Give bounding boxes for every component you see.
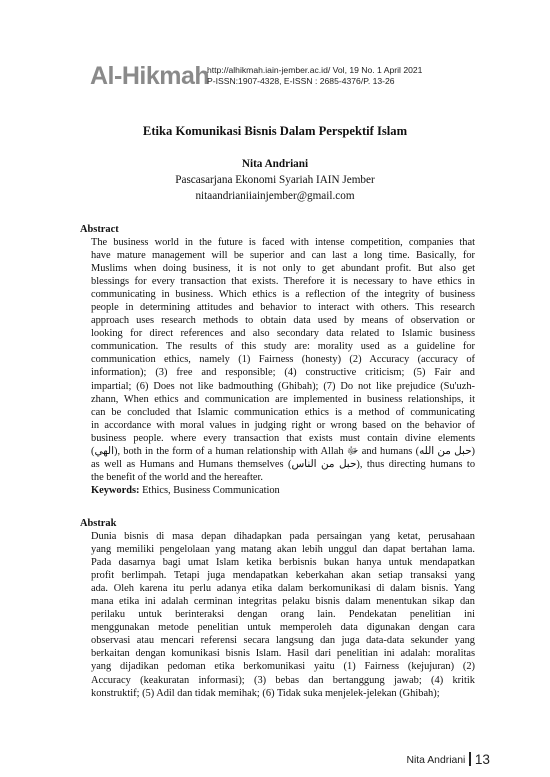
keywords-line	[80, 484, 475, 497]
journal-header	[90, 62, 470, 92]
abstract-body	[80, 236, 475, 484]
text-line: looking for direct references and also secondary data related to Islamic business	[91, 328, 475, 340]
text-line: (الهي), both in the form of a human relationship with Allah ﷻ and humans (حبل من الله)	[91, 445, 475, 457]
author-block	[0, 156, 550, 204]
journal-info	[207, 65, 422, 87]
text-line: approach uses research methods to obtain data used by means of observation or	[91, 315, 475, 327]
paper-title: Etika Komunikasi Bisnis Dalam Perspektif Islam	[142, 124, 408, 138]
author-name: Nita Andriani	[241, 158, 309, 170]
page-number: 13	[474, 752, 490, 767]
text-line: people in determining attitudes and behavior to interact with others. This research	[91, 302, 475, 314]
text-line: Accuracy (keakuratan informasi); (3) bebas dan bertanggung jawab; (4) kritik	[91, 674, 475, 686]
footer-divider	[469, 752, 471, 766]
text-line: yang memiliki pengelolaan yang matang akan lebih unggul dan dapat bertahan lama.	[91, 544, 475, 556]
text-line: observasi atau mencari referensi secara langsung dan juga data-data sekunder yang	[91, 635, 475, 647]
text-line: The business world in the future is faced with intense competition, companies that	[91, 237, 475, 248]
text-line: ada. Oleh karena itu perlu adanya etika dalam berkomunikasi di dalam bisnis. Yang	[91, 583, 475, 595]
text-line: zhann, When ethics and communication are implemented in business relationships, it	[91, 393, 475, 405]
text-line: yang dijadikan pedoman etika berkomunikasi yaitu (1) Fairness (kejujuran) (2)	[91, 661, 475, 673]
text-line: menggunakan metode penelitian untuk memperoleh data digunakan dengan cara	[91, 622, 475, 634]
text-line: impartial; (6) Does not like badmouthing (Ghibah); (7) Do not like prejudice (Su'uzh-	[91, 380, 475, 392]
text-line: perilaku untuk berinteraksi dengan orang lain. Pendekatan penelitian ini	[91, 609, 475, 621]
text-line: business people. where every transaction that exists must contain divine elements	[91, 432, 475, 444]
text-line: blessings for every transaction that exists. Therefore it is necessary to have ethics in	[91, 276, 475, 288]
abstrak-body	[80, 530, 475, 700]
keywords-label: Keywords:	[91, 484, 140, 496]
author-affiliation: Pascasarjana Ekonomi Syariah IAIN Jember	[175, 174, 375, 186]
text-line: Pada dasarnya bagi umat Islam ketika berbisnis bukan hanya untuk mendapatkan	[91, 557, 475, 569]
text-line: Dunia bisnis di masa depan dihadapkan pada persaingan yang ketat, perusahaan	[91, 531, 475, 542]
journal-url-volume: http://alhikmah.iain-jember.ac.id/ Vol, 19 No. 1 April 2021	[207, 65, 423, 75]
text-line: the benefit of the world and the hereafter.	[91, 471, 263, 483]
text-line: konstruktif; (5) Adil dan tidak memihak; (6) Tidak suka menjelek-jelekan (Ghibah);	[91, 687, 440, 699]
text-line: communication. The results of this study are: morality used as a guideline for	[91, 341, 475, 353]
abstract-heading: Abstract	[80, 224, 119, 235]
abstrak-section	[80, 517, 475, 700]
text-line: communicating in business. Which ethics is a reflection of the integrity of business	[91, 289, 475, 301]
text-line: as well as Humans and Humans themselves (حبل من الناس), thus directing humans to	[91, 458, 475, 470]
page-footer	[406, 752, 490, 767]
keywords-value: Ethics, Business Communication	[139, 484, 280, 496]
text-line: communication ethics, namely (1) Fairness (honesty) (2) Accuracy (accuracy of	[91, 354, 475, 366]
journal-issn: P-ISSN:1907-4328, E-ISSN : 2685-4376/P. 13-26	[207, 76, 395, 86]
abstrak-heading: Abstrak	[80, 518, 117, 529]
text-line: can be concluded that Islamic communication ethics is a method of communicating	[91, 406, 475, 418]
text-line: mana etika ini adalah cerminan integritas pelaku bisnis dalam menentukan sikap dan	[91, 596, 475, 608]
journal-logo: Al-Hikmah	[90, 62, 210, 90]
text-line: berkaitan dengan komunikasi bisnis Islam. Hasil dari penelitian ini adalah: moralitas	[91, 648, 475, 660]
text-line: profit berlimpah. Tetapi juga mendapatkan keberkahan akan setiap transaksi yang	[91, 570, 475, 582]
author-email: nitaandrianiiainjember@gmail.com	[195, 190, 355, 202]
text-line: Muslims when doing business, it is not only to get abundant profit. But also get	[91, 263, 475, 275]
footer-author: Nita Andriani	[406, 755, 466, 766]
abstract-section	[80, 223, 475, 497]
text-line: in accordance with moral values in judging right or wrong based on the behavior of	[91, 419, 475, 431]
text-line: information); (3) free and responsible; (4) constructive criticism; (5) Fair and	[91, 367, 475, 379]
text-line: have mature management will be superior and can last a long time. Basically, for	[91, 250, 475, 262]
